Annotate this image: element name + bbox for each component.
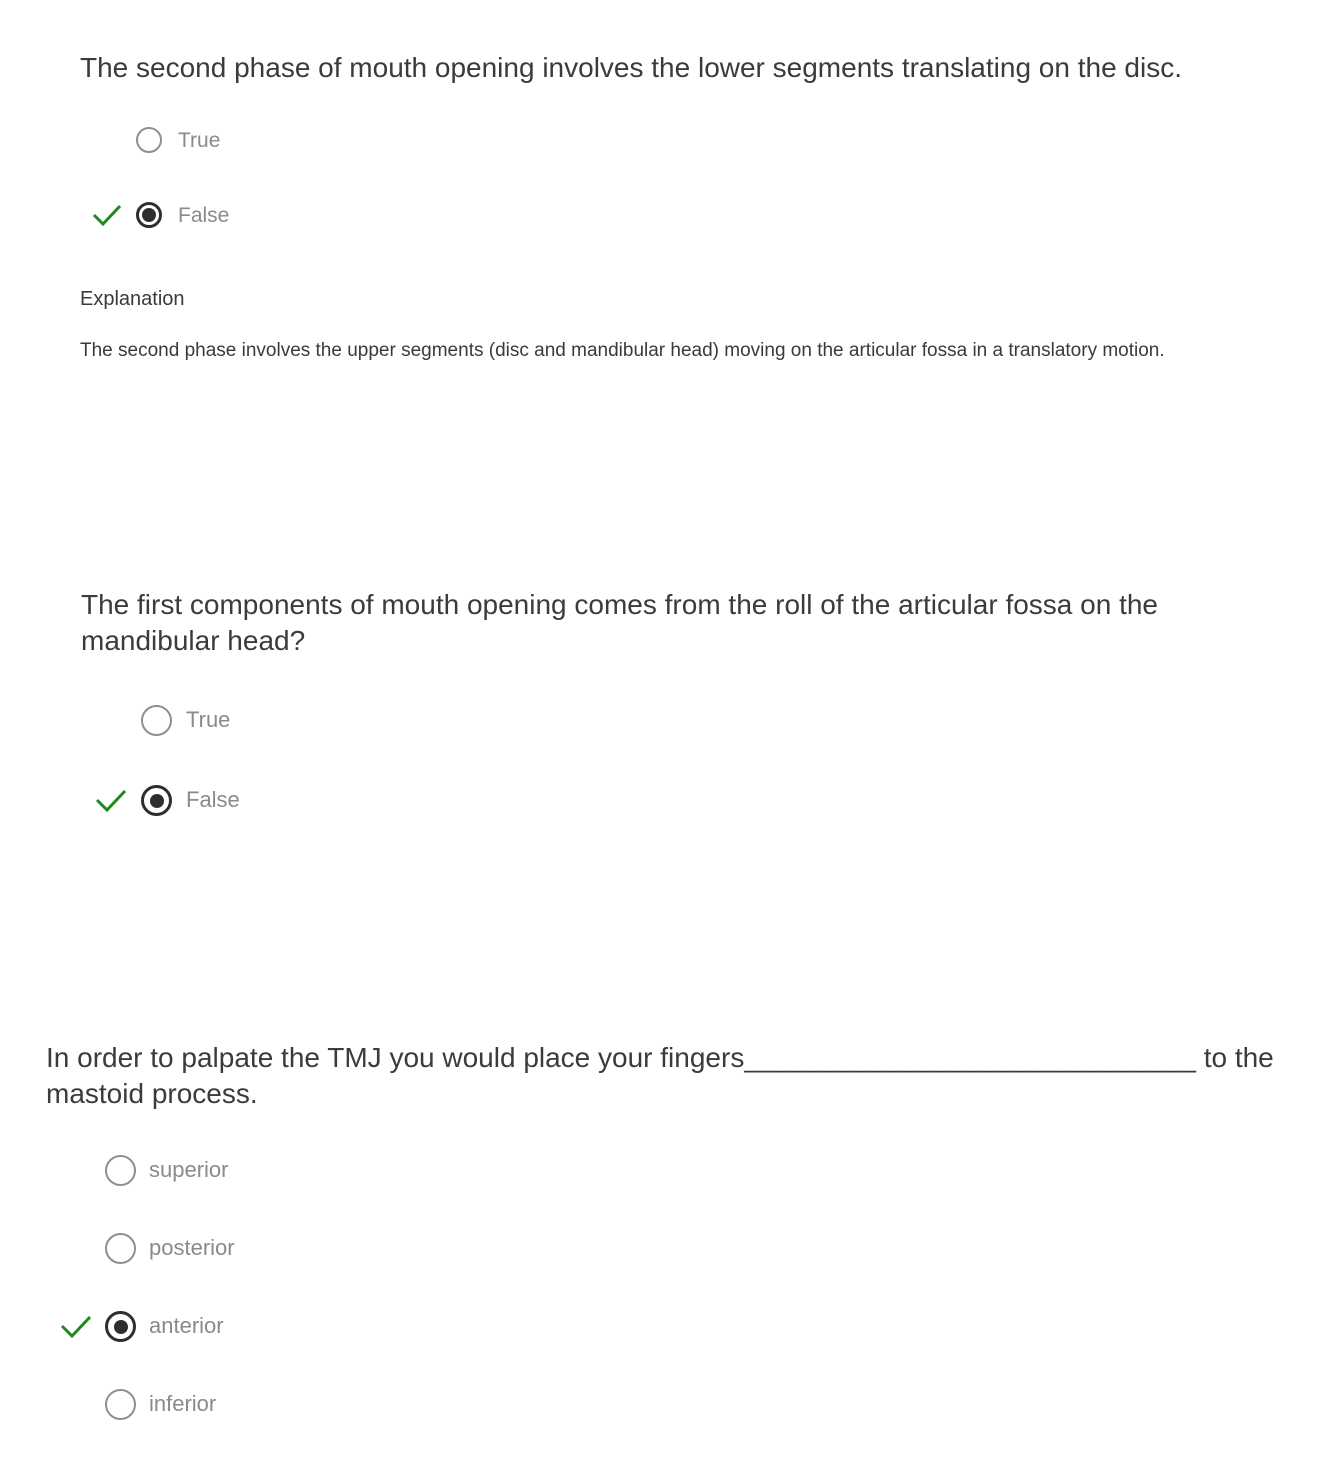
explanation-title: Explanation xyxy=(80,288,185,310)
checkmark-icon xyxy=(60,1312,92,1340)
explanation-body: The second phase involves the upper segments (disc and mandibular head) moving on the articular fossa in a translatory motion. xyxy=(80,340,1165,361)
option-superior-label[interactable]: superior xyxy=(149,1157,229,1182)
question-3-text: In order to palpate the TMJ you would place your fingers_____________________________ to the mastoid process. xyxy=(46,1042,1274,1109)
option-false-label[interactable]: False xyxy=(186,787,240,812)
question-1-text: The second phase of mouth opening involves the lower segments translating on the disc. xyxy=(80,52,1182,83)
checkmark-icon xyxy=(95,786,127,814)
option-anterior-radio[interactable] xyxy=(105,1311,136,1342)
option-false-radio[interactable] xyxy=(136,202,162,228)
question-2-text: The first components of mouth opening comes from the roll of the articular fossa on the mandibular head? xyxy=(81,589,1158,656)
option-posterior-label[interactable]: posterior xyxy=(149,1235,235,1260)
option-true-radio[interactable] xyxy=(141,705,172,736)
option-true-label[interactable]: True xyxy=(186,707,231,732)
option-false-radio[interactable] xyxy=(141,785,172,816)
option-inferior-radio[interactable] xyxy=(105,1389,136,1420)
option-anterior-label[interactable]: anterior xyxy=(149,1313,224,1338)
option-posterior-radio[interactable] xyxy=(105,1233,136,1264)
option-true-label[interactable]: True xyxy=(178,129,221,152)
option-superior-radio[interactable] xyxy=(105,1155,136,1186)
checkmark-icon xyxy=(92,202,122,228)
option-inferior-label[interactable]: inferior xyxy=(149,1391,217,1416)
option-false-label[interactable]: False xyxy=(178,204,230,227)
option-true-radio[interactable] xyxy=(136,127,162,153)
